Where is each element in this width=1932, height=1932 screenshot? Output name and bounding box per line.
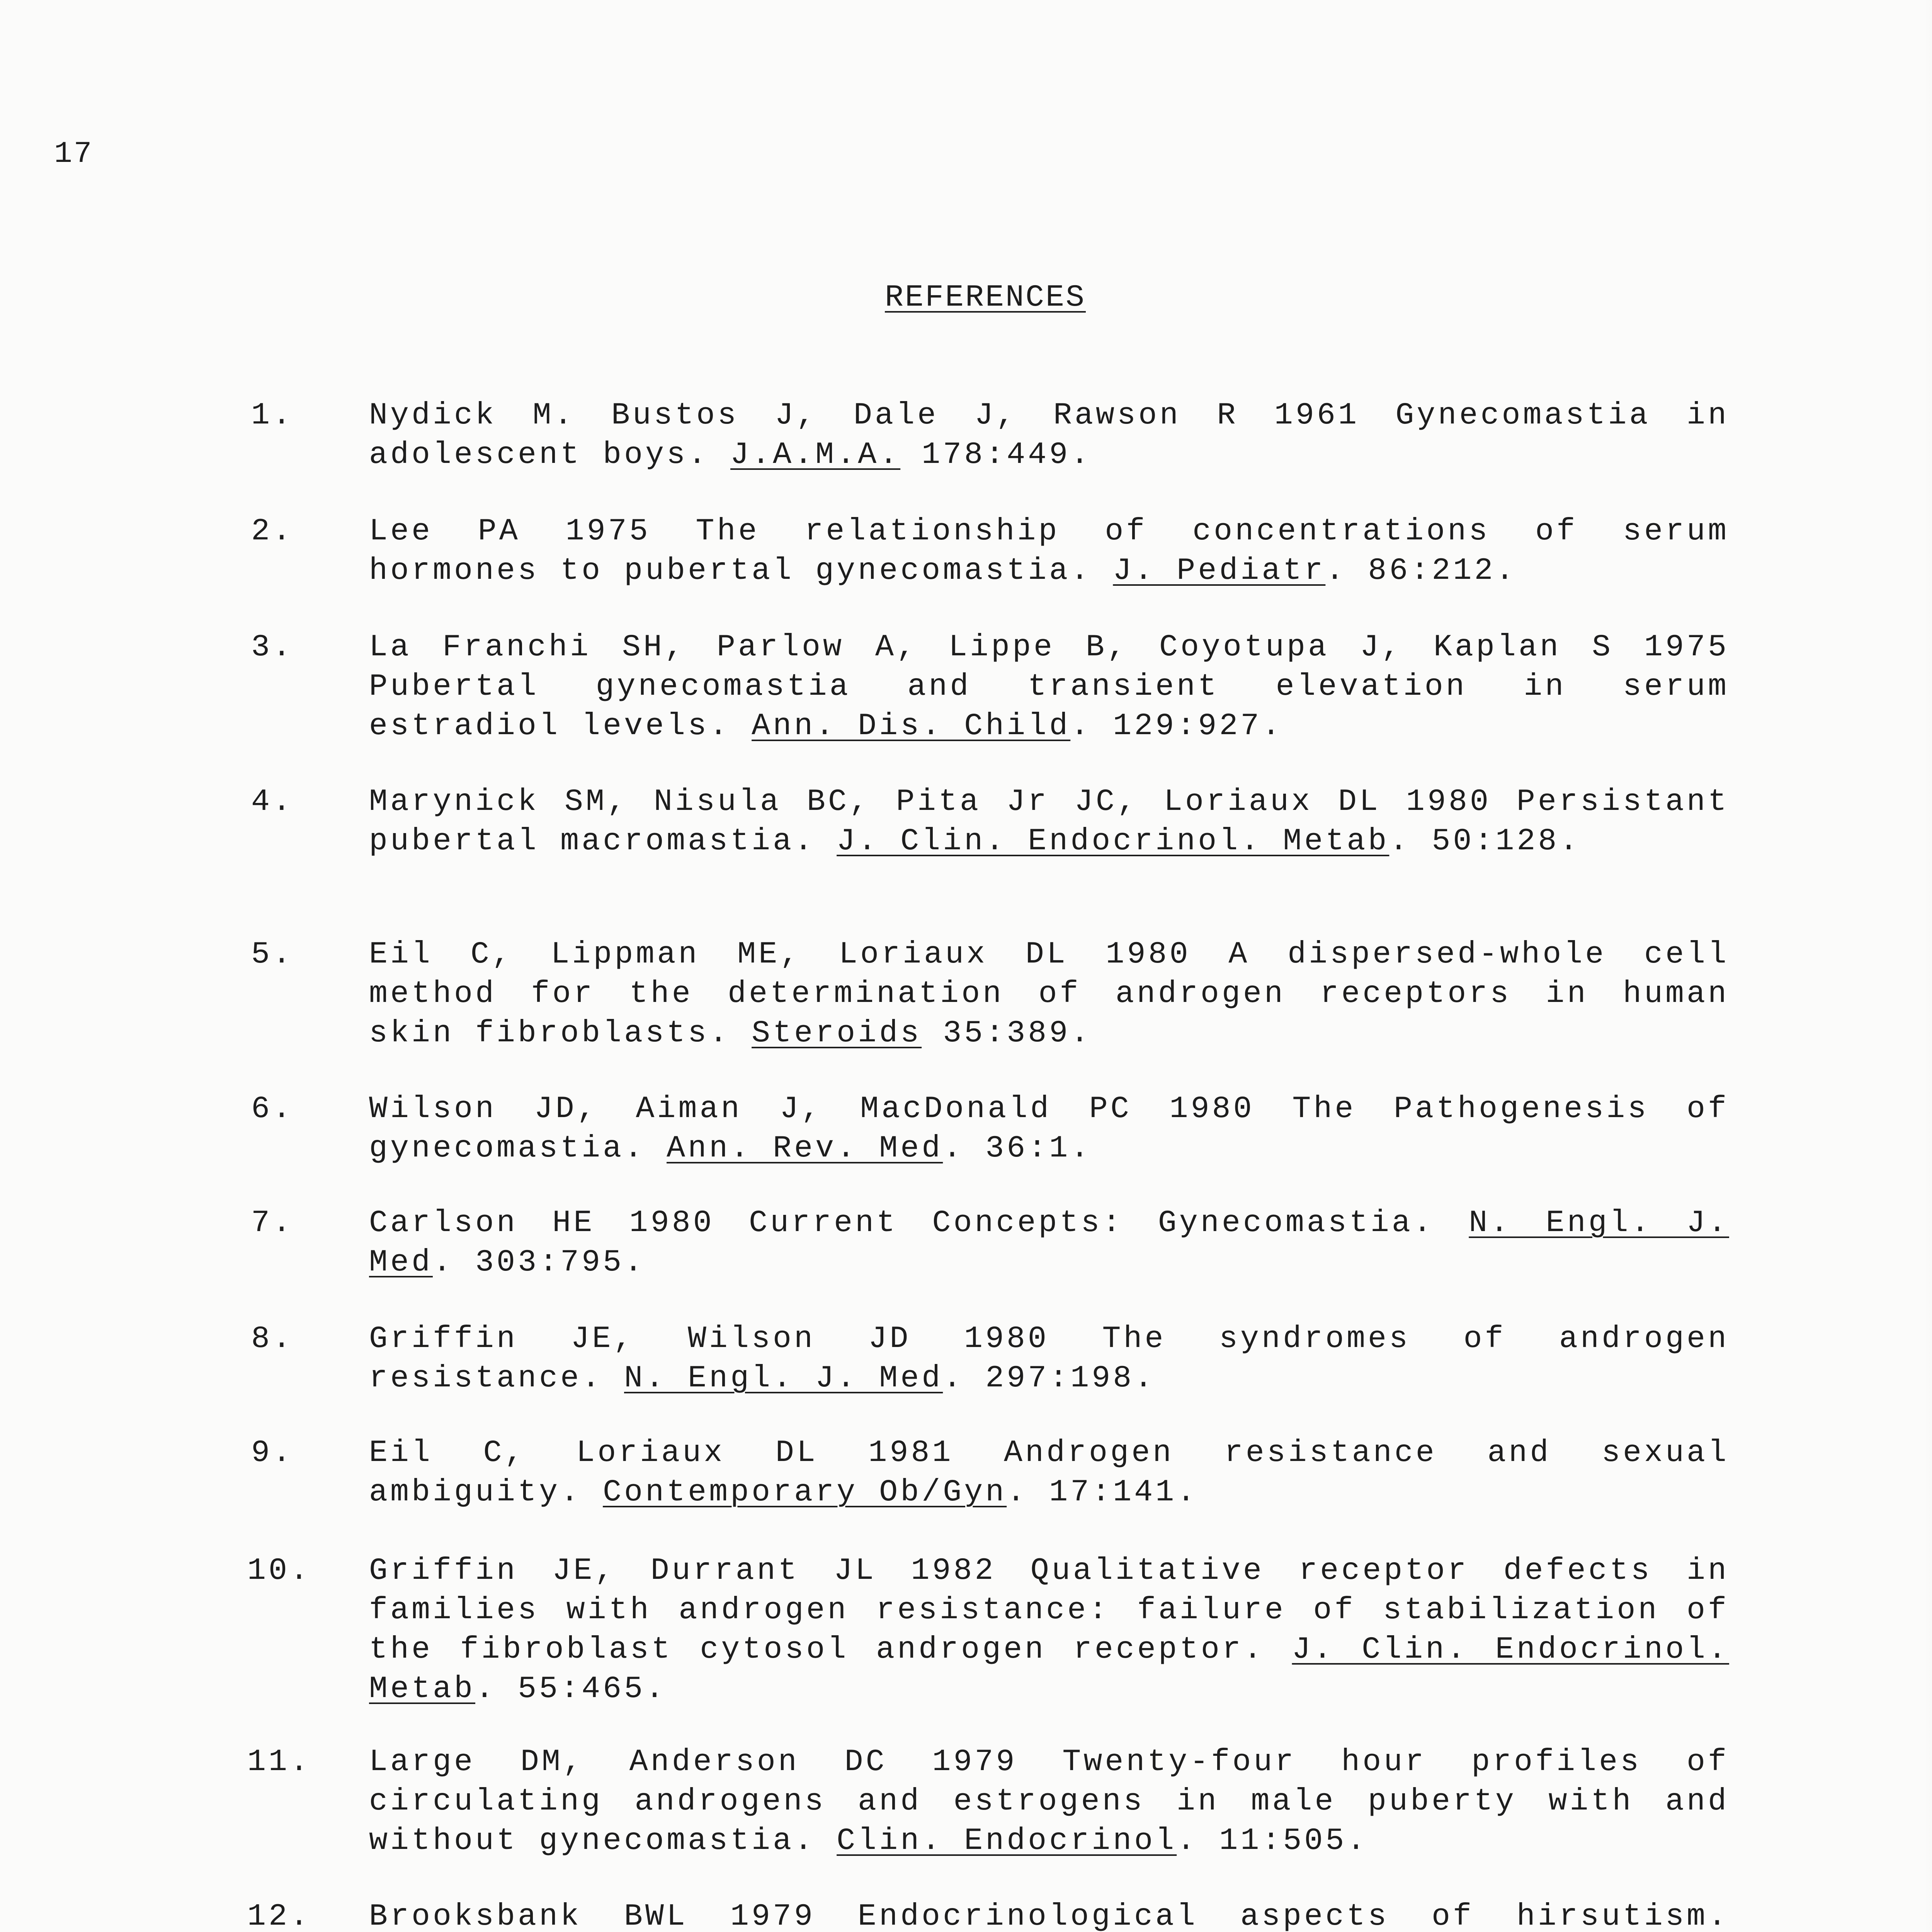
reference-citation: . 55:465. [475, 1672, 667, 1707]
reference-journal: Ann. Dis. Child [752, 709, 1071, 744]
reference-text [369, 512, 1729, 591]
reference-authors-title: Griffin JE, Wilson JD 1980 The syndromes of androgen resistance. [369, 1321, 1729, 1396]
reference-authors-title: Marynick SM, Nisula BC, Pita Jr JC, Loriaux DL 1980 Persistant pubertal macromastia. [369, 784, 1729, 859]
reference-authors-title: Carlson HE 1980 Current Concepts: Gynecomastia. [369, 1206, 1469, 1241]
reference-authors-title: Lee PA 1975 The relationship of concentrations of serum hormones to pubertal gynecomastia. [369, 514, 1729, 588]
reference-citation: . 36:1. [943, 1131, 1092, 1166]
reference-number: 10. [247, 1553, 311, 1588]
reference-text [369, 1090, 1729, 1168]
reference-number: 8. [251, 1321, 294, 1357]
reference-journal: J. Pediatr [1113, 553, 1326, 588]
reference-text [369, 782, 1729, 861]
reference-citation: . 297:198. [943, 1361, 1156, 1396]
reference-journal: Clin. Endocrinol [837, 1823, 1177, 1859]
reference-authors-title: Eil C, Lippman ME, Loriaux DL 1980 A dispersed-whole cell method for the determination of androgen receptors in human skin fibroblasts. [369, 937, 1729, 1051]
reference-authors-title: Griffin JE, Durrant JL 1982 Qualitative receptor defects in families with androgen resistance: failure of stabilization of the fibroblast cytosol androgen receptor. [369, 1553, 1729, 1667]
page-number: 17 [54, 137, 94, 171]
reference-authors-title: Large DM, Anderson DC 1979 Twenty-four hour profiles of circulating androgens and estrogens in male puberty with and without gynecomastia. [369, 1745, 1729, 1859]
reference-text [369, 628, 1729, 746]
heading-text: REFERENCES [884, 280, 1086, 315]
reference-number: 9. [251, 1435, 294, 1471]
reference-citation: . 17:141. [1007, 1475, 1198, 1510]
reference-authors-title: Eil C, Loriaux DL 1981 Androgen resistance and sexual ambiguity. [369, 1435, 1729, 1510]
reference-journal: Steroids [752, 1016, 922, 1051]
reference-text [369, 396, 1729, 475]
reference-number: 1. [251, 398, 294, 433]
reference-journal: J.A.M.A. [730, 437, 901, 473]
reference-journal: J. Clin. Endocrinol. Metab [837, 824, 1389, 859]
reference-text [369, 935, 1729, 1053]
reference-number: 11. [247, 1745, 311, 1780]
reference-number: 2. [251, 514, 294, 549]
reference-number: 3. [251, 630, 294, 665]
reference-journal: N. Engl. J. Med [369, 1206, 1729, 1280]
references-heading [0, 280, 1932, 315]
reference-citation: . 86:212. [1325, 553, 1517, 588]
reference-journal: N. Engl. J. Med [624, 1361, 943, 1396]
reference-authors-title: Wilson JD, Aiman J, MacDonald PC 1980 The Pathogenesis of gynecomastia. [369, 1092, 1729, 1166]
reference-text [369, 1434, 1729, 1512]
reference-citation: . 11:505. [1177, 1823, 1368, 1859]
reference-text [369, 1204, 1729, 1282]
reference-text [369, 1743, 1729, 1861]
reference-journal: Contemporary Ob/Gyn [603, 1475, 1007, 1510]
reference-number: 4. [251, 784, 294, 820]
reference-journal: J. Clin. Endocrinol. Metab [369, 1632, 1730, 1707]
reference-authors-title: Brooksbank BWL 1979 Endocrinological aspects of hirsutism. [369, 1899, 1729, 1932]
reference-citation: . 129:927. [1070, 709, 1283, 744]
reference-number: 12. [247, 1899, 311, 1932]
reference-number: 6. [251, 1092, 294, 1127]
reference-number: 7. [251, 1206, 294, 1241]
reference-citation: 178:449. [900, 437, 1092, 473]
reference-number: 5. [251, 937, 294, 972]
reference-text [369, 1320, 1729, 1398]
reference-citation: . 50:128. [1389, 824, 1581, 859]
reference-authors-title: Nydick M. Bustos J, Dale J, Rawson R 1961 Gynecomastia in adolescent boys. [369, 398, 1729, 473]
reference-text [369, 1897, 1729, 1932]
reference-text [369, 1551, 1729, 1709]
reference-citation: 35:389. [922, 1016, 1092, 1051]
reference-journal: Ann. Rev. Med [667, 1131, 943, 1166]
reference-authors-title: La Franchi SH, Parlow A, Lippe B, Coyotupa J, Kaplan S 1975 Pubertal gynecomastia and transient elevation in serum estradiol levels. [369, 630, 1729, 744]
reference-citation: . 303:795. [433, 1245, 646, 1280]
